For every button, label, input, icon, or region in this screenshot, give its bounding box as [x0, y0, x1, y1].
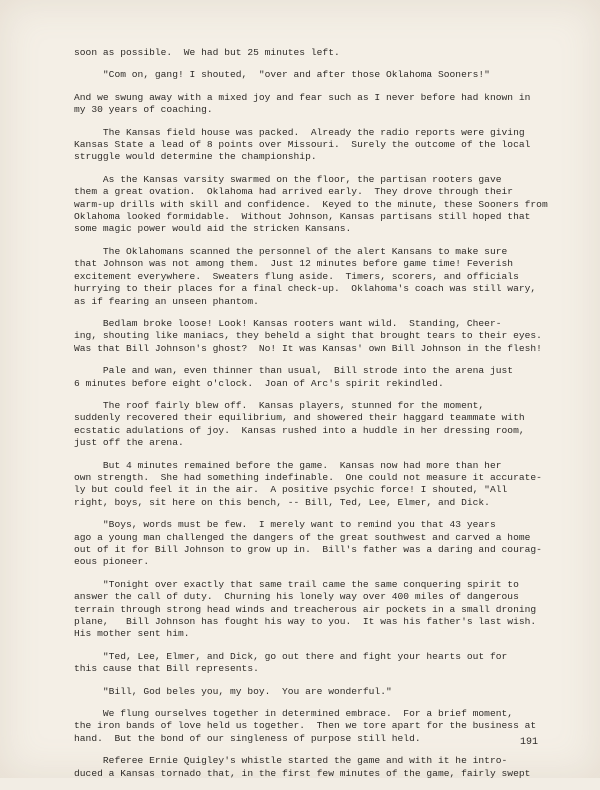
text-line: terrain through strong head winds and treacherous air pockets in a small droning [74, 603, 537, 615]
text-line: We flung ourselves together in determined embrace. For a brief moment, [74, 708, 514, 720]
text-line: "Bill, God beles you, my boy. You are wonderful." [74, 685, 392, 697]
text-line: Kansas State a lead of 8 points over Missouri. Surely the outcome of the local [74, 139, 531, 151]
text-line: hurrying to their places for a final check-up. Oklahoma's coach was still wary, [74, 283, 537, 295]
paragraph [74, 686, 554, 698]
text-line: ecstatic adulations of joy. Kansas rushed into a huddle in her dressing room, [74, 424, 525, 436]
text-line: "Tonight over exactly that same trail came the same conquering spirit to [74, 578, 519, 590]
text-line: them a great ovation. Oklahoma had arrived early. They drove through their [74, 186, 514, 198]
text-line: Pale and wan, even thinner than usual, Bill strode into the arena just [74, 365, 514, 377]
text-line: And we swung away with a mixed joy and fear such as I never before had known in [74, 91, 531, 103]
text-line: ago a young man challenged the dangers of the great southwest and carved a home [74, 531, 531, 543]
text-line: 6 minutes before eight o'clock. Joan of Arc's spirit rekindled. [74, 377, 444, 389]
paragraph [74, 708, 554, 745]
text-line: just off the arena. [74, 437, 184, 449]
text-line: the iron bands of love held us together. Then we tore apart for the business at [74, 720, 537, 732]
paragraph [74, 47, 554, 59]
text-line: duced a Kansas tornado that, in the first few minutes of the game, fairly swept [74, 767, 531, 779]
text-line: plane, Bill Johnson has fought his way to you. It was his father's last wish. [74, 616, 537, 628]
text-line: As the Kansas varsity swarmed on the floor, the partisan rooters gave [74, 173, 502, 185]
paragraph [74, 400, 554, 450]
text-line: my 30 years of coaching. [74, 104, 213, 116]
paragraph [74, 365, 554, 390]
text-line: Bedlam broke loose! Look! Kansas rooters want wild. Standing, Cheer- [74, 317, 502, 329]
paragraph [74, 92, 554, 117]
paragraph [74, 755, 554, 780]
text-line: warm-up drills with skill and confidence. Keyed to the minute, these Sooners from [74, 198, 548, 210]
text-line: eous pioneer. [74, 556, 150, 568]
paragraph [74, 246, 554, 308]
text-line: His mother sent him. [74, 628, 190, 640]
text-line: that Johnson was not among them. Just 12 minutes before game time! Feverish [74, 258, 514, 270]
text-line: ing, shouting like maniacs, they beheld a sight that brought tears to their eyes. [74, 330, 542, 342]
paragraph [74, 579, 554, 641]
paragraph [74, 127, 554, 164]
text-line: this cause that Bill represents. [74, 663, 259, 675]
paragraph [74, 174, 554, 236]
text-line: Referee Ernie Quigley's whistle started the game and with it he intro- [74, 755, 508, 767]
text-line: right, boys, sit here on this bench, -- Bill, Ted, Lee, Elmer, and Dick. [74, 496, 490, 508]
text-line: own strength. She had something indefinable. One could not measure it accurate- [74, 471, 542, 483]
paragraph [74, 651, 554, 676]
text-line: struggle would determine the championship. [74, 151, 317, 163]
text-line: as if fearing an unseen phantom. [74, 295, 259, 307]
page-number: 191 [520, 737, 539, 748]
text-line: out of it for Bill Johnson to grow up in. Bill's father was a daring and courag- [74, 544, 542, 555]
text-line: answer the call of duty. Churning his lonely way over 400 miles of dangerous [74, 591, 519, 603]
text-line: some magic power would aid the stricken Kansans. [74, 223, 352, 235]
text-line: excitement everywhere. Sweaters flung aside. Timers, scorers, and officials [74, 270, 519, 282]
text-line: hand. But the bond of our singleness of purpose still held. [74, 732, 421, 744]
paragraph [74, 318, 554, 355]
text-line: Was that Bill Johnson's ghost? No! It was Kansas' own Bill Johnson in the flesh! [74, 342, 542, 354]
text-line: "Boys, words must be few. I merely want to remind you that 43 years [74, 519, 496, 531]
body-text [74, 47, 554, 790]
text-line: The roof fairly blew off. Kansas players, stunned for the moment, [74, 399, 485, 411]
paragraph [74, 460, 554, 510]
text-line: But 4 minutes remained before the game. Kansas now had more than her [74, 459, 502, 471]
text-line: Oklahoma looked formidable. Without Johnson, Kansas partisans still hoped that [74, 211, 531, 223]
paragraph [74, 69, 554, 81]
text-line: suddenly recovered their equilibrium, and showered their haggard teammate with [74, 412, 525, 424]
text-line: "Com on, gang! I shouted, "over and after those Oklahoma Sooners!" [74, 69, 490, 81]
text-line: The Oklahomans scanned the personnel of the alert Kansans to make sure [74, 245, 508, 257]
text-line: soon as possible. We had but 25 minutes left. [74, 47, 340, 58]
text-line: "Ted, Lee, Elmer, and Dick, go out there and fight your hearts out for [74, 650, 508, 662]
text-line: The Kansas field house was packed. Already the radio reports were giving [74, 126, 525, 138]
text-line: ly but could feel it in the air. A positive psychic force! I shouted, "All [74, 484, 508, 496]
paragraph [74, 519, 554, 569]
